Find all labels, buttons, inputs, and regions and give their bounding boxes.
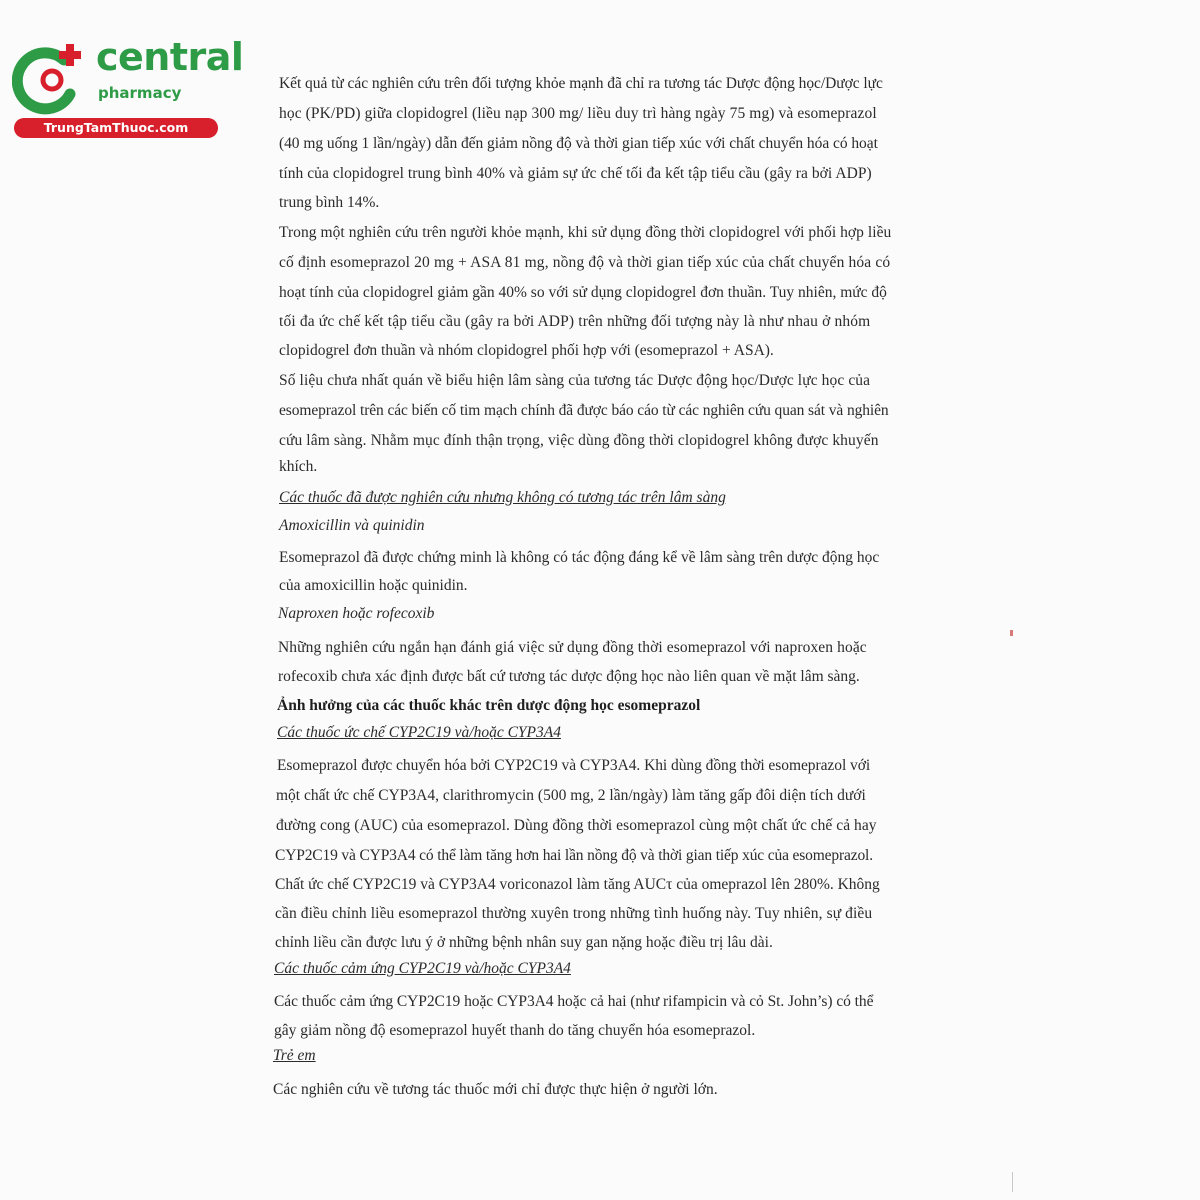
paragraph-line: học (PK/PD) giữa clopidogrel (liều nạp 300 mg/ liều duy trì hàng ngày 75 mg) và esomeprazol bbox=[279, 105, 877, 122]
brand-tagline: pharmacy bbox=[98, 84, 182, 102]
paragraph-line: (40 mg uống 1 lần/ngày) dẫn đến giảm nồng độ và thời gian tiếp xúc với chất chuyển hóa có hoạt bbox=[279, 135, 878, 152]
paragraph-line: tính của clopidogrel trung bình 40% và giảm sự ức chế tối đa kết tập tiểu cầu (gây ra bởi ADP) bbox=[279, 165, 872, 182]
paragraph-line: clopidogrel đơn thuần và nhóm clopidogrel phối hợp với (esomeprazol + ASA). bbox=[279, 342, 774, 359]
paragraph-line: hoạt tính của clopidogrel giảm gần 40% so với sử dụng clopidogrel đơn thuần. Tuy nhiên, mức độ bbox=[279, 284, 887, 301]
paragraph-line: trung bình 14%. bbox=[279, 194, 380, 211]
paragraph-line: cứu lâm sàng. Nhằm mục đính thận trọng, việc dùng đồng thời clopidogrel không được khuyến bbox=[279, 432, 879, 449]
section-heading: Các thuốc ức chế CYP2C19 và/hoặc CYP3A4 bbox=[277, 724, 561, 741]
brand-name: central bbox=[96, 35, 244, 79]
paragraph-line: chỉnh liều cần được lưu ý ở những bệnh nhân suy gan nặng hoặc điều trị lâu dài. bbox=[275, 934, 773, 951]
paragraph-line: Số liệu chưa nhất quán về biểu hiện lâm sàng của tương tác Dược động học/Dược lực học của bbox=[279, 372, 871, 389]
paragraph-line: tối đa ức chế kết tập tiểu cầu (gây ra bởi ADP) trên những đối tượng này là như nhau ở nhóm bbox=[279, 313, 871, 330]
paragraph-line: Chất ức chế CYP2C19 và CYP3A4 voriconazol làm tăng AUCτ của omeprazol lên 280%. Không bbox=[275, 876, 880, 893]
paragraph-line: cần điều chỉnh liều esomeprazol thường xuyên trong những tình huống này. Tuy nhiên, sự điều bbox=[275, 905, 873, 922]
paragraph-line: Các thuốc cảm ứng CYP2C19 hoặc CYP3A4 hoặc cả hai (như rifampicin và cỏ St. John’s) có thể bbox=[274, 993, 874, 1010]
paragraph-line: cố định esomeprazol 20 mg + ASA 81 mg, nồng độ và thời gian tiếp xúc của chất chuyển hóa có bbox=[279, 254, 891, 271]
brand-url: TrungTamThuoc.com bbox=[14, 118, 218, 138]
paragraph-line: Những nghiên cứu ngắn hạn đánh giá việc sử dụng đồng thời esomeprazol với naproxen hoặc bbox=[278, 639, 867, 656]
paragraph-line: rofecoxib chưa xác định được bất cứ tương tác dược động học nào liên quan về mặt lâm sàng. bbox=[278, 668, 860, 685]
scan-artifact bbox=[1012, 1172, 1013, 1192]
subsection-heading: Naproxen hoặc rofecoxib bbox=[278, 605, 435, 622]
paragraph-line: Kết quả từ các nghiên cứu trên đối tượng khỏe mạnh đã chỉ ra tương tác Dược động học/Dược lực bbox=[279, 75, 883, 92]
section-heading: Các thuốc đã được nghiên cứu nhưng không có tương tác trên lâm sàng bbox=[279, 489, 726, 506]
paragraph-line: Trong một nghiên cứu trên người khỏe mạnh, khi sử dụng đồng thời clopidogrel với phối hợp liều bbox=[279, 224, 892, 241]
section-heading: Các thuốc cảm ứng CYP2C19 và/hoặc CYP3A4 bbox=[274, 960, 571, 977]
scan-artifact bbox=[1010, 630, 1013, 636]
paragraph-line: của amoxicillin hoặc quinidin. bbox=[279, 577, 468, 594]
section-heading: Ảnh hưởng của các thuốc khác trên dược động học esomeprazol bbox=[277, 697, 701, 714]
paragraph-line: Esomeprazol đã được chứng minh là không có tác động đáng kể về lâm sàng trên dược động học bbox=[279, 549, 880, 566]
paragraph-line: Các nghiên cứu về tương tác thuốc mới chỉ được thực hiện ở người lớn. bbox=[273, 1081, 718, 1098]
paragraph-line: CYP2C19 và CYP3A4 có thể làm tăng hơn hai lần nồng độ và thời gian tiếp xúc của esomeprazol. bbox=[275, 847, 873, 864]
paragraph-line: esomeprazol trên các biến cố tim mạch chính đã được báo cáo từ các nghiên cứu quan sát và nghiên bbox=[279, 402, 889, 419]
section-heading: Trẻ em bbox=[273, 1047, 316, 1064]
paragraph-line: khích. bbox=[279, 458, 318, 475]
paragraph-line: đường cong (AUC) của esomeprazol. Dùng đồng thời esomeprazol cùng một chất ức chế cả hay bbox=[276, 817, 877, 834]
paragraph-line: Esomeprazol được chuyển hóa bởi CYP2C19 và CYP3A4. Khi dùng đồng thời esomeprazol với bbox=[277, 757, 871, 774]
subsection-heading: Amoxicillin và quinidin bbox=[279, 517, 425, 534]
paragraph-line: gây giảm nồng độ esomeprazol huyết thanh do tăng chuyển hóa esomeprazol. bbox=[274, 1022, 756, 1039]
paragraph-line: một chất ức chế CYP3A4, clarithromycin (500 mg, 2 lần/ngày) làm tăng gấp đôi diện tích dưới bbox=[276, 787, 866, 804]
